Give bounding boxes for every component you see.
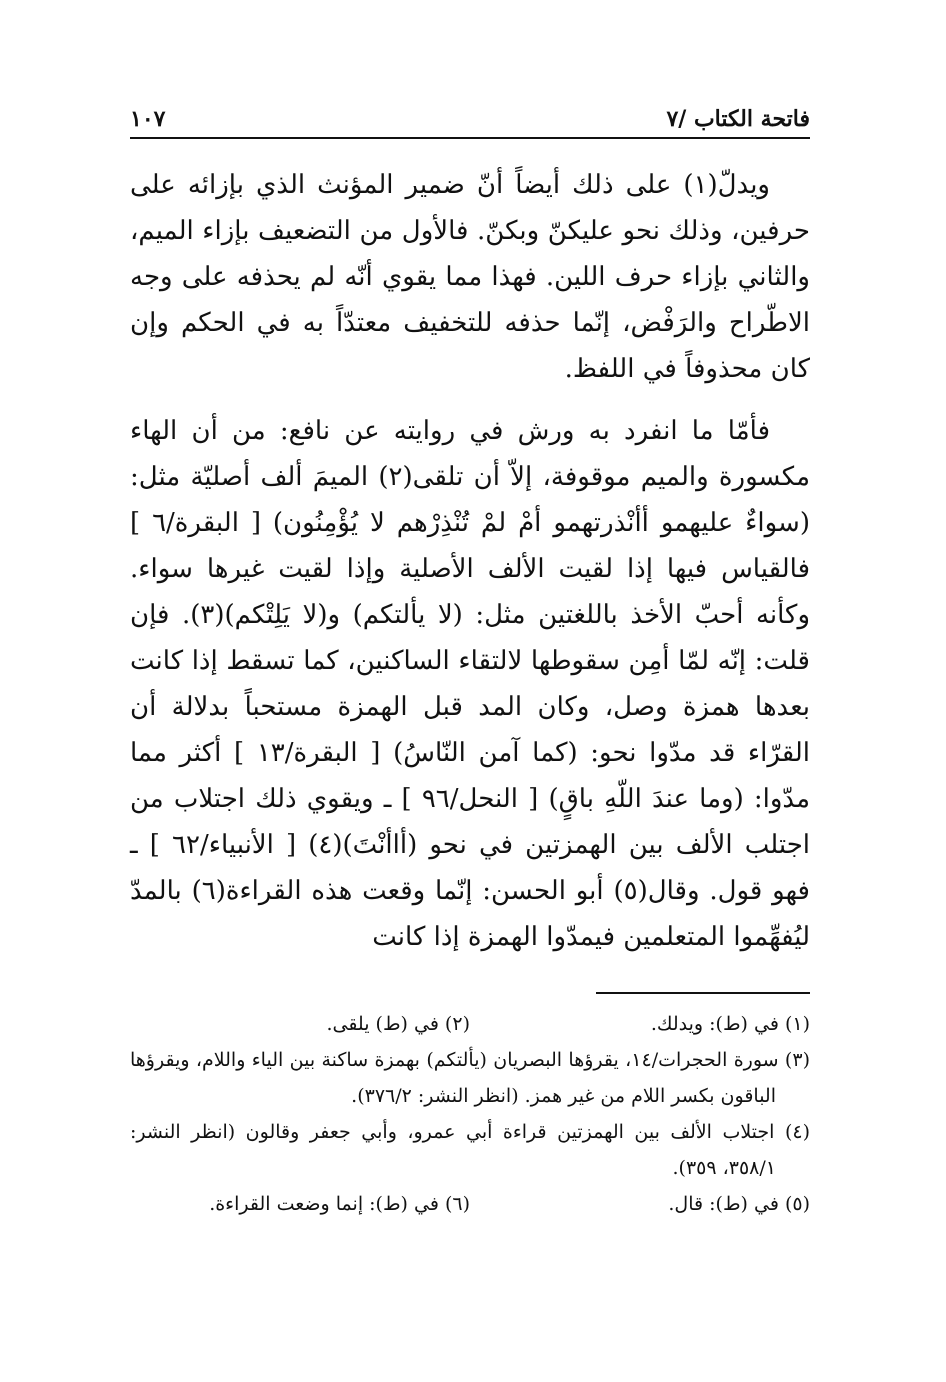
running-title: فاتحة الكتاب /٧: [666, 106, 810, 132]
page-number: ١٠٧: [130, 106, 166, 132]
footnote-4: (٤) اجتلاب الألف بين الهمزتين قراءة أبي عمرو، وأبي جعفر وقالون (انظر النشر: ٣٥٨/١، ٣٥٩).: [130, 1121, 810, 1179]
footnotes: [130, 1006, 810, 1222]
footnote-rule: [596, 992, 810, 994]
main-text: [130, 162, 810, 960]
footnote-1: (١) في (ط): ويدلك.: [650, 1013, 810, 1035]
footnote-6: (٦) في (ط): إنما وضعت القراءة.: [209, 1193, 470, 1215]
paragraph-2: فأمّا ما انفرد به ورش في روايته عن نافع: من أن الهاء مكسورة والميم موقوفة، إلاّ أن تلقى(٢) الميمَ ألف أصليّة مثل: (سواءٌ عليهمو أأنْذرتهمو أمْ لمْ تُنْذِرْهم لا يُؤْمِنُون) [ البقرة/٦ ] فالقياس فيها إذا لقيت الألف الأصلية وإذا لقيت غيرها سواء. وكأنه أحبّ الأخذ باللغتين مثل: (لا يألتكم) و(لا يَلِتْكم)(٣). فإن قلت: إنّه لمّا أمِن سقوطها لالتقاء الساكنين، كما تسقط إذا كانت بعدها همزة وصل، وكان المد قبل الهمزة مستحباً بدلالة أن القرّاء قد مدّوا نحو: (كما آمن النّاسُ) [ البقرة/١٣ ] أكثر مما مدّوا: (وما عندَ اللّهِ باقٍ) [ النحل/٩٦ ] ـ ويقوي ذلك اجتلاب من اجتلب الألف بين الهمزتين في نحو (أاأنْتَ)(٤) [ الأنبياء/٦٢ ] ـ فهو قول. وقال(٥) أبو الحسن: إنّما وقعت هذه القراءة(٦) بالمدّ ليُفهِّموا المتعلمين فيمدّوا الهمزة إذا كانت: [130, 416, 811, 952]
footnote-row: [130, 1186, 810, 1222]
footnote-3: (٣) سورة الحجرات/١٤، يقرؤها البصريان (يألتكم) بهمزة ساكنة بين الياء واللام، ويقرؤها الباقون بكسر اللام من غير همز. (انظر النشر: ٣٧٦/٢).: [130, 1049, 810, 1107]
header-rule: [130, 137, 810, 139]
footnote-row: [130, 1006, 810, 1042]
footnote-2: (٢) في (ط) يلقى.: [326, 1013, 470, 1035]
footnote-5: (٥) في (ط): قال.: [668, 1193, 810, 1215]
page-header: [130, 92, 810, 132]
paragraph-1: ويدلّ(١) على ذلك أيضاً أنّ ضمير المؤنث الذي بإزائه على حرفين، وذلك نحو عليكنّ وبكنّ. فالأول من التضعيف بإزاء الميم، والثاني بإزاء حرف اللين. فهذا مما يقوي أنّه لم يحذفه على وجه الاطّراح والرَفْض، إنّما حذفه للتخفيف معتدّاً به في الحكم وإن كان محذوفاً في اللفظ.: [130, 170, 810, 384]
